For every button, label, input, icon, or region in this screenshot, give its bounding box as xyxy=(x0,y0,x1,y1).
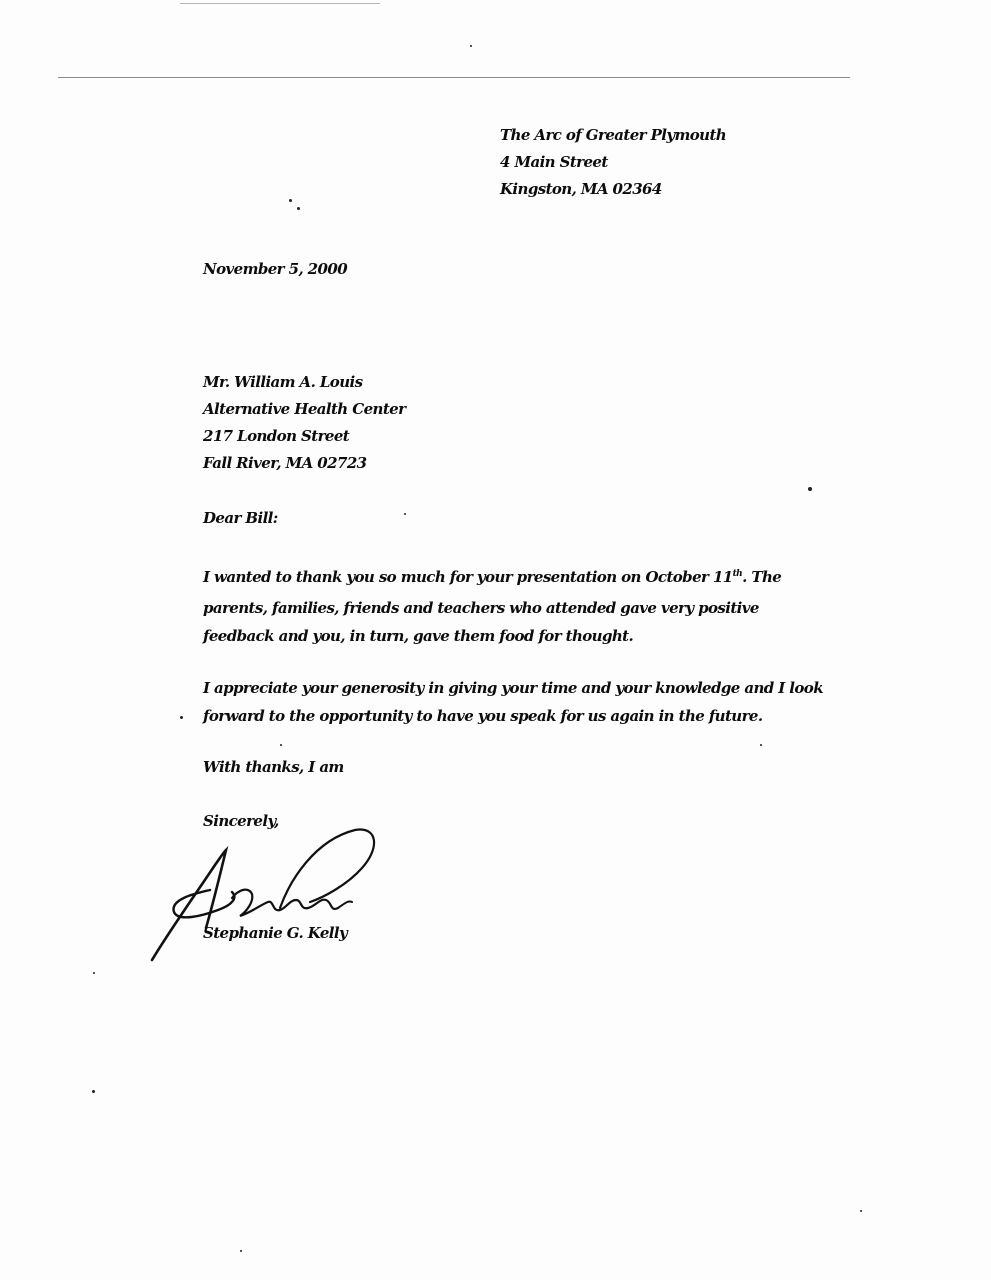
scan-speck xyxy=(860,1210,862,1212)
scan-artifact-line xyxy=(58,77,850,78)
closing-line: With thanks, I am xyxy=(203,758,344,776)
scan-speck xyxy=(280,744,282,746)
letter-date: November 5, 2000 xyxy=(203,260,348,278)
ordinal-suffix: th xyxy=(732,569,743,579)
paragraph-line: I appreciate your generosity in giving your time and your knowledge and I look xyxy=(203,679,823,697)
salutation: Dear Bill: xyxy=(203,509,278,527)
scan-speck xyxy=(93,972,95,974)
scan-speck xyxy=(180,716,183,719)
paragraph-line: I wanted to thank you so much for your presentation on October 11th. The xyxy=(203,568,782,586)
recipient-organization: Alternative Health Center xyxy=(203,400,406,418)
scan-speck xyxy=(808,487,812,491)
sender-street: 4 Main Street xyxy=(500,153,608,171)
scan-speck xyxy=(297,207,300,210)
recipient-street: 217 London Street xyxy=(203,427,350,445)
handwritten-signature xyxy=(140,820,380,980)
body-paragraph-2 xyxy=(203,674,823,730)
recipient-name: Mr. William A. Louis xyxy=(203,373,363,391)
sender-city: Kingston, MA 02364 xyxy=(500,180,662,198)
sender-name: The Arc of Greater Plymouth xyxy=(500,126,727,144)
scan-speck xyxy=(92,1090,95,1093)
scan-speck xyxy=(240,1250,242,1252)
recipient-address xyxy=(203,369,405,477)
body-paragraph-1 xyxy=(203,563,781,650)
scan-speck xyxy=(760,744,762,746)
scan-artifact-line xyxy=(180,3,380,4)
paragraph-line: parents, families, friends and teachers who attended gave very positive xyxy=(203,599,759,617)
scan-speck xyxy=(289,199,292,202)
signoff: Sincerely, xyxy=(203,812,279,830)
paragraph-line: feedback and you, in turn, gave them food for thought. xyxy=(203,627,634,645)
signer-name: Stephanie G. Kelly xyxy=(203,924,348,942)
recipient-city: Fall River, MA 02723 xyxy=(203,454,367,472)
scan-speck xyxy=(470,45,472,47)
paragraph-line: forward to the opportunity to have you speak for us again in the future. xyxy=(203,707,763,725)
sender-address xyxy=(500,122,726,203)
scan-speck xyxy=(404,513,406,515)
